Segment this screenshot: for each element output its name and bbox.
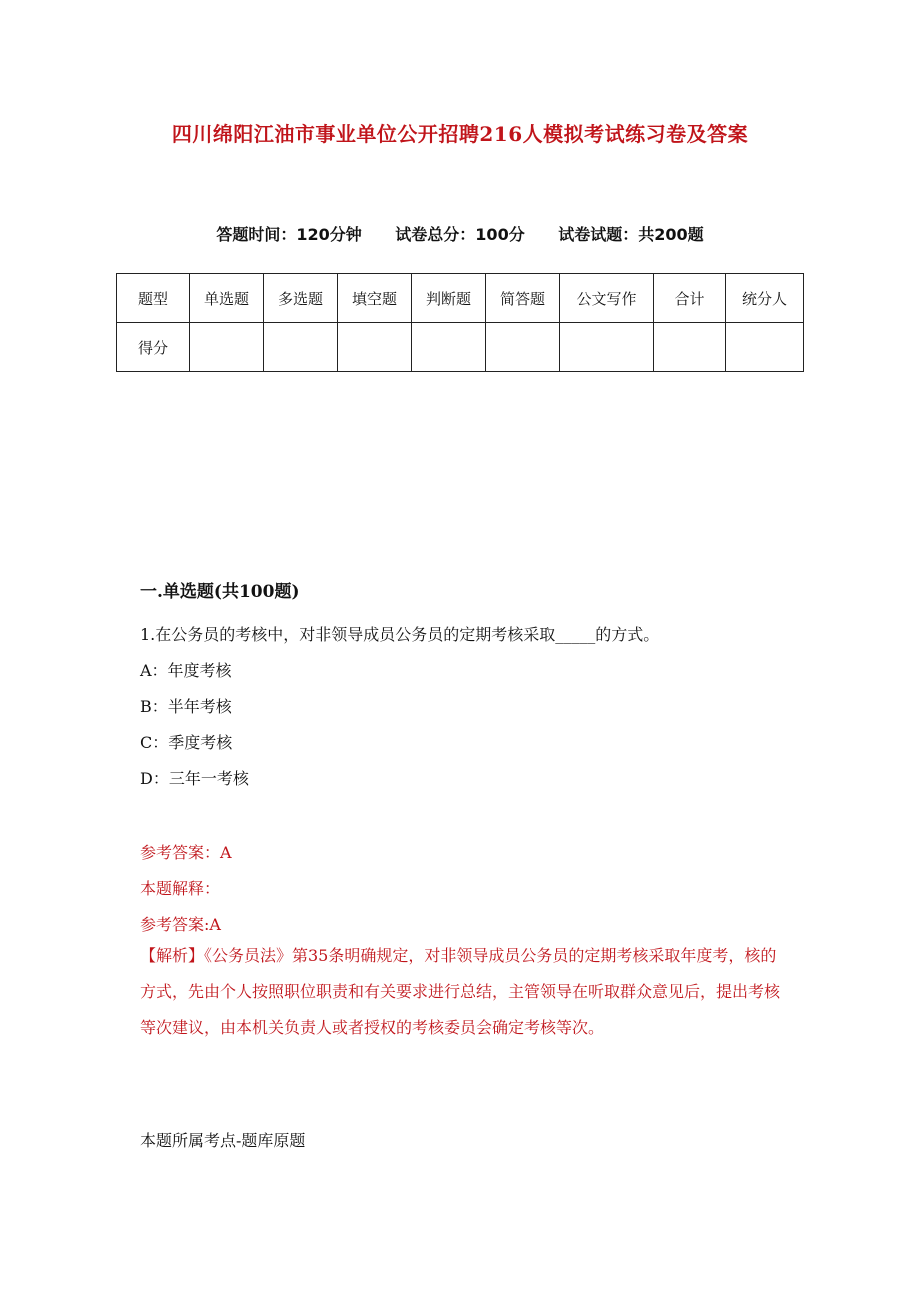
header-cell-total: 合计	[654, 274, 726, 323]
section-title: 一.单选题(共100题)	[140, 582, 300, 602]
score-cell	[190, 323, 264, 372]
reference-answer: 参考答案：A	[140, 843, 232, 862]
score-cell	[412, 323, 486, 372]
exam-question-count: 试卷试题：共200题	[558, 225, 704, 244]
header-cell-true-false: 判断题	[412, 274, 486, 323]
header-cell-multi-choice: 多选题	[264, 274, 338, 323]
score-table-header-row	[117, 274, 804, 323]
header-cell-short-answer: 简答题	[486, 274, 560, 323]
score-cell	[338, 323, 412, 372]
score-cell	[264, 323, 338, 372]
reference-answer-repeat: 参考答案:A	[140, 915, 221, 934]
header-cell-single-choice: 单选题	[190, 274, 264, 323]
exam-time: 答题时间：120分钟	[216, 225, 362, 244]
score-cell	[654, 323, 726, 372]
question-stem: 1.在公务员的考核中，对非领导成员公务员的定期考核采取_____的方式。	[140, 625, 660, 644]
header-cell-type: 题型	[117, 274, 190, 323]
option-c: C：季度考核	[140, 733, 233, 752]
score-cell	[560, 323, 654, 372]
header-cell-official-writing: 公文写作	[560, 274, 654, 323]
header-cell-scorer: 统分人	[726, 274, 804, 323]
option-d: D：三年一考核	[140, 769, 249, 788]
exam-total-score: 试卷总分：100分	[395, 225, 525, 244]
exam-info	[0, 222, 920, 245]
explanation-label: 本题解释：	[140, 879, 221, 898]
score-table-score-row	[117, 323, 804, 372]
option-b: B：半年考核	[140, 697, 232, 716]
score-cell	[486, 323, 560, 372]
topic-label: 本题所属考点-题库原题	[140, 1131, 306, 1150]
header-cell-fill-blank: 填空题	[338, 274, 412, 323]
document-title: 四川绵阳江油市事业单位公开招聘216人模拟考试练习卷及答案	[171, 122, 749, 146]
score-row-label: 得分	[117, 323, 190, 372]
score-table	[116, 273, 804, 372]
score-cell	[726, 323, 804, 372]
option-a: A：年度考核	[140, 661, 232, 680]
analysis-paragraph: 【解析】《公务员法》第35条明确规定，对非领导成员公务员的定期考核采取年度考，核的方式，先由个人按照职位职责和有关要求进行总结，主管领导在听取群众意见后，提出考核等次建议，由本机关负责人或者授权的考核委员会确定考核等次。	[140, 946, 781, 1037]
